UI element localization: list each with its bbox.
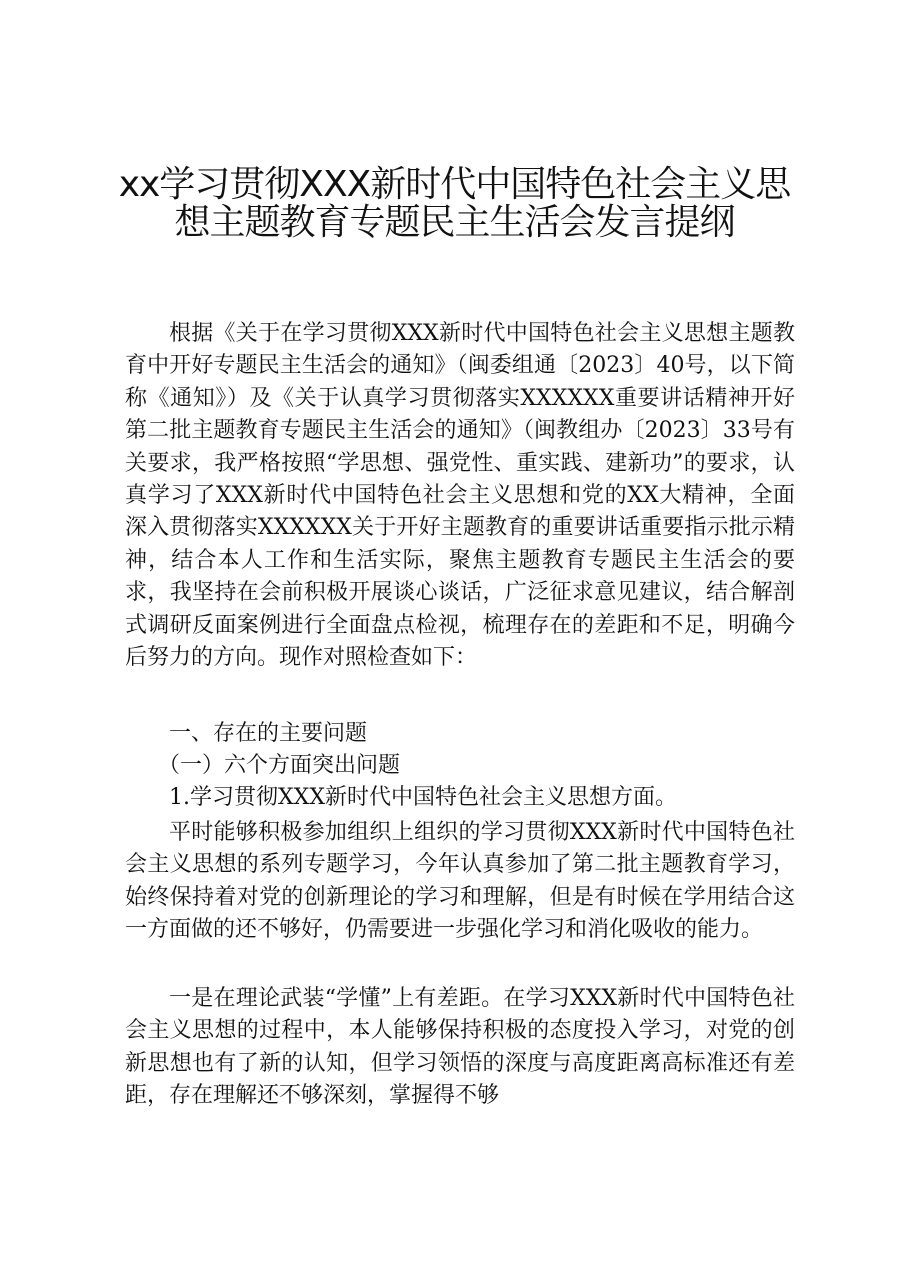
subsection-heading: （一）六个方面突出问题 (158, 753, 401, 778)
body-paragraph: 一是在理论武装“学懂”上有差距。在学习XXX新时代中国特色社会主义思想的过程中，本人能够保持积极的态度投入学习，对党的创新思想也有了新的认知，但学习领悟的深度与高度距离高标准还有差距，存在理解还不够深刻，掌握得不够 (125, 986, 795, 1109)
body-paragraph: 平时能够积极参加组织上组织的学习贯彻XXX新时代中国特色社会主义思想的系列专题学习，今年认真参加了第二批主题教育学习，始终保持着对党的创新理论的学习和理解，但是有时候在学用结合这一方面做的还不够好，仍需要进一步强化学习和消化吸收的能力。 (125, 820, 795, 943)
item-heading: 1.学习贯彻XXX新时代中国特色社会主义思想方面。 (169, 785, 677, 810)
intro-paragraph: 根据《关于在学习贯彻XXX新时代中国特色社会主义思想主题教育中开好专题民主生活会的通知》（闽委组通〔2023〕40号，以下简称《通知》）及《关于认真学习贯彻落实XXXXXX重要讲话精神开好第二批主题教育专题民主生活会的通知》（闽教组办〔2023〕33号有关要求，我严格按照“学思想、强党性、重实践、建新功”的要求，认真学习了XXX新时代中国特色社会主义思想和党的XX大精神，全面深入贯彻落实XXXXXX关于开好主题教育的重要讲话重要指示批示精神，结合本人工作和生活实际，聚焦主题教育专题民主生活会的要求，我坚持在会前积极开展谈心谈话，广泛征求意见建议，结合解剖式调研反面案例进行全面盘点检视，梳理存在的差距和不足，明确今后努力的方向。现作对照检查如下： (125, 321, 796, 671)
section-heading: 一、存在的主要问题 (169, 721, 368, 746)
document-title-line-1: xx学习贯彻XXX新时代中国特色社会主义思 (118, 164, 791, 205)
document-title-line-2: 想主题教育专题民主生活会发言提纲 (174, 202, 735, 243)
